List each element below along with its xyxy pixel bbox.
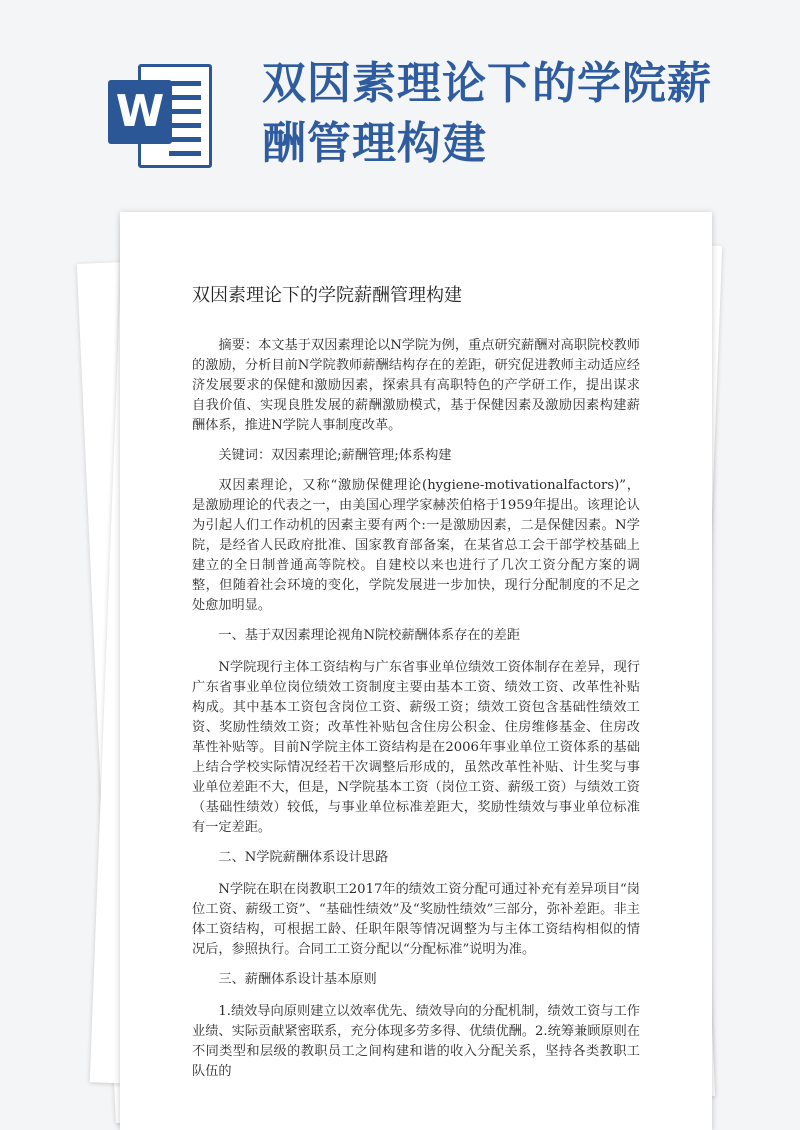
abstract-paragraph: 摘要：本文基于双因素理论以N学院为例，重点研究薪酬对高职院校教师的激励，分析目前N学院教师薪酬结构存在的差距，研究促进教师主动适应经济发展要求的保健和激励因素，探索具有高职特色的产学研工作，提出谋求自我价值、实现良胜发展的薪酬激励模式，基于保健因素及激励因素构建薪酬体系，推进N学院人事制度改革。 xyxy=(192,338,640,433)
section2-paragraph: N学院在职在岗教职工2017年的绩效工资分配可通过补充有差异项目“岗位工资、薪级工资”、“基础性绩效”及“奖励性绩效”三部分，弥补差距。非主体工资结构，可根据工龄、任职年限等情况调整为与主体工资结构相似的情况后，参照执行。合同工工资分配以“分配标准”说明为准。 xyxy=(192,882,640,957)
document-page xyxy=(120,212,712,1130)
intro-paragraph: 双因素理论，又称“激励保健理论(hygiene-motivationalfactors)”，是激励理论的代表之一，由美国心理学家赫茨伯格于1959年提出。该理论认为引起人们工作动机的因素主要有两个:一是激励因素，二是保健因素。N学院，是经省人民政府批准、国家教育部备案，在某省总工会干部学校基础上建立的全日制普通高等院校。自建校以来也进行了几次工资分配方案的调整，但随着社会环境的变化，学院发展进一步加快，现行分配制度的不足之处愈加明显。 xyxy=(192,478,640,613)
word-badge-icon: W xyxy=(108,80,172,144)
section2-heading: 二、N学院薪酬体系设计思路 xyxy=(218,850,389,865)
document-title: 双因素理论下的学院薪酬管理构建 xyxy=(192,285,462,306)
section3-paragraph: 1.绩效导向原则建立以效率优先、绩效导向的分配机制，绩效工资与工作业绩、实际贡献紧密联系，充分体现多劳多得、优绩优酬。2.统筹兼顾原则在不同类型和层级的教职员工之间构建和谐的收入分配关系，坚持各类教职工队伍的 xyxy=(192,1004,640,1079)
banner-title: 双因素理论下的学院薪酬管理构建 xyxy=(262,58,712,169)
section1-heading: 一、基于双因素理论视角N院校薪酬体系存在的差距 xyxy=(218,628,521,643)
section1-paragraph: N学院现行主体工资结构与广东省事业单位绩效工资体制存在差异，现行广东省事业单位岗位绩效工资制度主要由基本工资、绩效工资、改革性补贴构成。其中基本工资包含岗位工资、薪级工资；绩效工资包含基础性绩效工资、奖励性绩效工资；改革性补贴包含住房公积金、住房维修基金、住房改革性补贴等。目前N学院主体工资结构是在2006年事业单位工资体系的基础上结合学校实际情况经若干次调整后形成的，虽然改革性补贴、计生奖与事业单位差距不大，但是，N学院基本工资（岗位工资、薪级工资）与绩效工资（基础性绩效）较低，与事业单位标准差距大，奖励性绩效与事业单位标准有一定差距。 xyxy=(192,660,640,835)
keywords-paragraph: 关键词：双因素理论;薪酬管理;体系构建 xyxy=(218,448,452,463)
banner xyxy=(0,0,800,190)
word-document-icon xyxy=(108,56,220,176)
section3-heading: 三、薪酬体系设计基本原则 xyxy=(218,972,377,987)
